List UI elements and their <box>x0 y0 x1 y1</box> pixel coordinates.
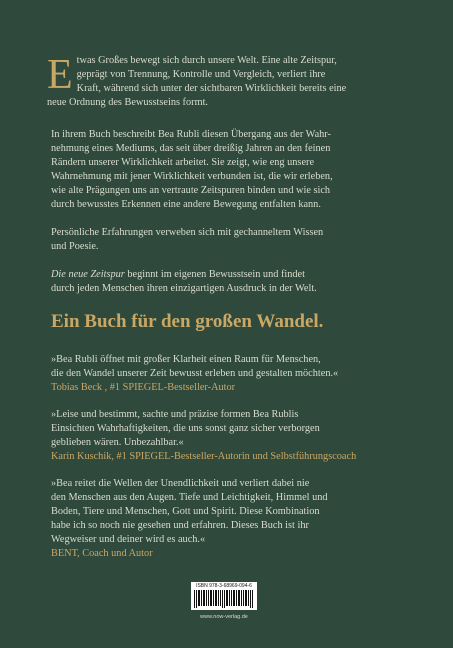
description-line-1: In ihrem Buch beschreibt Bea Rubli diesen Übergang aus der Wahr- <box>51 129 331 140</box>
description-line-6: durch bewusstes Erkennen eine andere Bewegung entfalten kann. <box>51 199 321 210</box>
quote-karin-kuschik <box>51 408 421 464</box>
experience-line-1: Persönliche Erfahrungen verweben sich mit gechanneltem Wissen <box>51 227 324 238</box>
quote-3-author: BENT, Coach und Autor <box>51 548 153 559</box>
quote-3-line-5: Wegweiser und deiner wird es auch.« <box>51 534 206 545</box>
quote-2-line-2: Einsichten Wahrhaftigkeiten, die uns sonst ganz sicher verborgen <box>51 423 320 434</box>
zeitspur-line-2: durch jeden Menschen ihren einzigartigen Ausdruck in der Welt. <box>51 283 317 294</box>
experience-line-2: und Poesie. <box>51 241 99 252</box>
quote-3-line-3: Boden, Tiere und Menschen, Gott und Spirit. Diese Kombination <box>51 506 320 517</box>
description-line-3: Rändern unserer Wirklichkeit arbeitet. Sie zeigt, wie eng unsere <box>51 157 315 168</box>
zeitspur-line-1-rest: beginnt im eigenen Bewusstsein und findet <box>124 269 305 280</box>
drop-cap: E <box>47 52 73 98</box>
book-title-italic: Die neue Zeitspur <box>51 269 125 280</box>
quote-bent <box>51 477 421 561</box>
description-line-5: wie alte Prägungen uns an vertraute Zeitspuren binden und wie sich <box>51 185 331 196</box>
experience-paragraph <box>51 226 421 254</box>
intro-line-4: neue Ordnung des Bewusstseins formt. <box>47 97 209 108</box>
publisher-url: www.now-verlag.de <box>200 614 248 620</box>
zeitspur-paragraph <box>51 268 421 296</box>
isbn-barcode <box>191 582 257 610</box>
description-paragraph <box>51 128 421 212</box>
intro-line-2: geprägt von Trennung, Kontrolle und Vergleich, verliert ihre <box>76 69 326 80</box>
description-line-2: nehmung eines Mediums, das seit über dreißig Jahren an den feinen <box>51 143 331 154</box>
isbn-number: ISBN 978-3-68969-094-6 <box>196 583 252 589</box>
quote-1-line-1: »Bea Rubli öffnet mit großer Klarheit einen Raum für Menschen, <box>51 354 321 365</box>
quote-3-line-1: »Bea reitet die Wellen der Unendlichkeit und verliert dabei nie <box>51 478 310 489</box>
quote-tobias-beck <box>51 353 421 395</box>
quote-3-line-4: habe ich so noch nie gesehen und erfahren. Dieses Buch ist ihr <box>51 520 309 531</box>
quote-3-line-2: den Menschen aus den Augen. Tiefe und Leichtigkeit, Himmel und <box>51 492 328 503</box>
intro-paragraph <box>47 54 421 110</box>
barcode-icon <box>194 590 254 608</box>
quote-1-line-2: die den Wandel unserer Zeit bewusst erleben und gestalten möchten.« <box>51 368 339 379</box>
quote-2-line-3: geblieben wären. Unbezahlbar.« <box>51 437 184 448</box>
quote-2-author: Karin Kuschik, #1 SPIEGEL-Bestseller-Autorin und Selbstführungscoach <box>51 451 357 462</box>
description-line-4: Wahrnehmung mit jener Wirklichkeit verbunden ist, die wir erleben, <box>51 171 333 182</box>
headline: Ein Buch für den großen Wandel. <box>51 311 324 332</box>
intro-line-3: Kraft, während sich unter der sichtbaren Wirklichkeit bereits eine <box>76 83 347 94</box>
intro-line-1: twas Großes bewegt sich durch unsere Welt. Eine alte Zeitspur, <box>76 55 337 66</box>
quote-2-line-1: »Leise und bestimmt, sachte und präzise formen Bea Rublis <box>51 409 299 420</box>
quote-1-author: Tobias Beck , #1 SPIEGEL-Bestseller-Autor <box>51 382 236 393</box>
